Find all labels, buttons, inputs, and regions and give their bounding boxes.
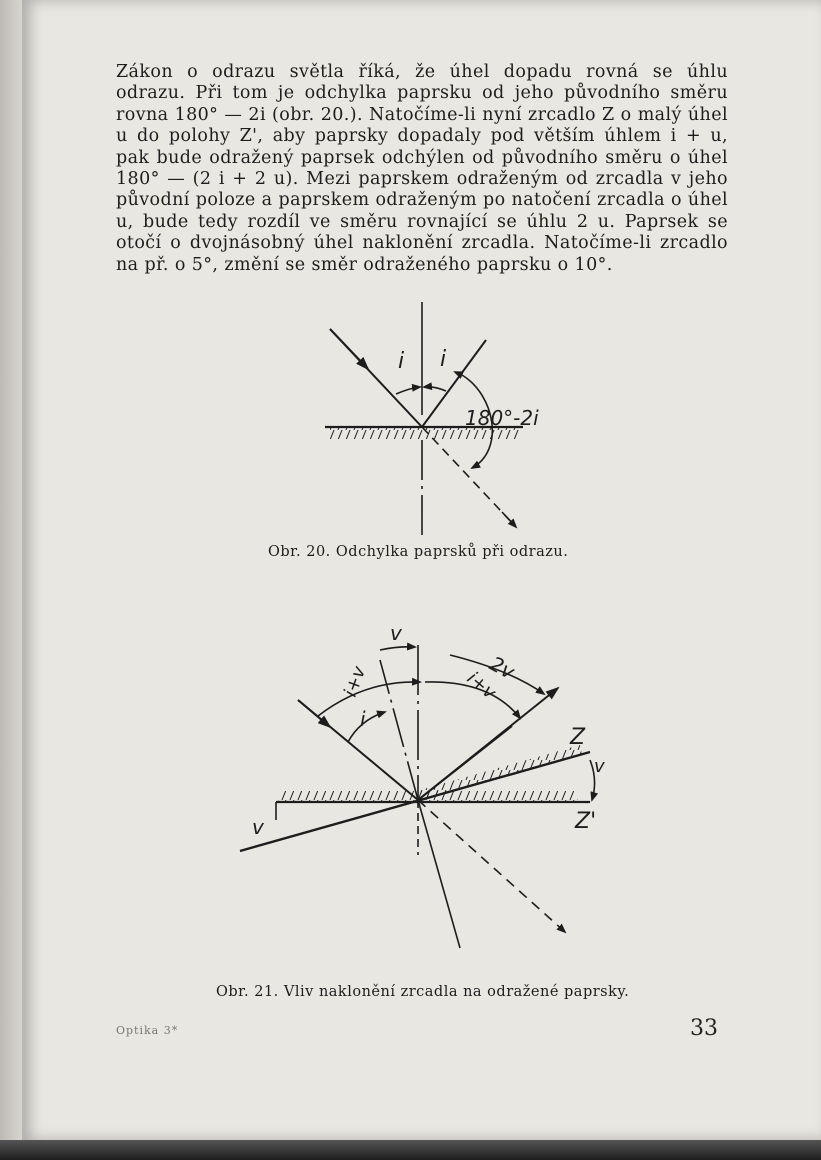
label-v-left: v: [252, 815, 264, 839]
label-z: Z: [570, 725, 586, 750]
label-i-plus-v-left: i+v: [339, 663, 371, 700]
figure-20-caption: Obr. 20. Odchylka paprsků při odrazu.: [268, 544, 569, 560]
angle-arc-i-left: [396, 387, 420, 394]
label-2v: 2v: [485, 651, 519, 684]
label-v-top: v: [390, 621, 402, 645]
figure-21: [240, 645, 595, 948]
figure-21-caption: Obr. 21. Vliv naklonění zrcadla na odražené paprsky.: [216, 984, 630, 1000]
body-line: odrazu. Při tom je odchylka paprsku od jeho původního směru: [116, 83, 728, 104]
body-line: 180° — (2 i + 2 u). Mezi paprskem odraženým od zrcadla v jeho: [116, 169, 728, 190]
body-line: pak bude odražený paprsek odchýlen od původního směru o úhel: [116, 147, 728, 168]
incident-ray-arrow: [330, 329, 368, 369]
label-i-left: i: [398, 349, 405, 374]
extension-arrow: [502, 512, 516, 527]
arc-i: [348, 712, 385, 742]
body-line: u, bude tedy rozdíl ve směru rovnající se úhlu 2 u. Paprsek se: [116, 211, 728, 232]
page-number: 33: [690, 1016, 718, 1041]
arc-i-plus-v-left: [318, 682, 420, 716]
label-180-2i: 180°-2i: [465, 406, 539, 430]
label-i-right: i: [440, 347, 447, 372]
label-i-plus-v-right: i+v: [462, 667, 500, 704]
body-line: na př. o 5°, změní se směr odraženého paprsku o 10°.: [116, 254, 613, 275]
footer-signature: Optika 3*: [116, 1024, 179, 1037]
body-line: rovna 180° — 2i (obr. 20.). Natočíme-li nyní zrcadlo Z o malý úhel: [116, 104, 728, 125]
angle-arc-i-right: [424, 387, 446, 391]
incident-extension: [418, 800, 565, 932]
reflected-ray-tilted: [418, 688, 558, 800]
label-v-right: v: [594, 756, 605, 777]
arc-v-top: [380, 647, 415, 650]
body-line: otočí o dvojnásobný úhel naklonění zrcadla. Natočíme-li zrcadlo: [116, 233, 728, 254]
body-line: u do polohy Z', aby paprsky dopadaly pod větším úhlem i + u,: [116, 126, 728, 147]
incident-ray-arrow: [298, 700, 330, 727]
body-line: původní poloze a paprskem odraženým po natočení zrcadla o úhel: [116, 190, 728, 211]
label-i: i: [360, 707, 366, 731]
incident-extension: [422, 427, 516, 527]
label-z-prime: Z': [575, 809, 597, 834]
normal-tilted-lower: [418, 800, 460, 948]
normal-tilted: [380, 660, 418, 800]
body-line: Zákon o odrazu světla říká, že úhel dopadu rovná se úhlu: [116, 62, 728, 82]
